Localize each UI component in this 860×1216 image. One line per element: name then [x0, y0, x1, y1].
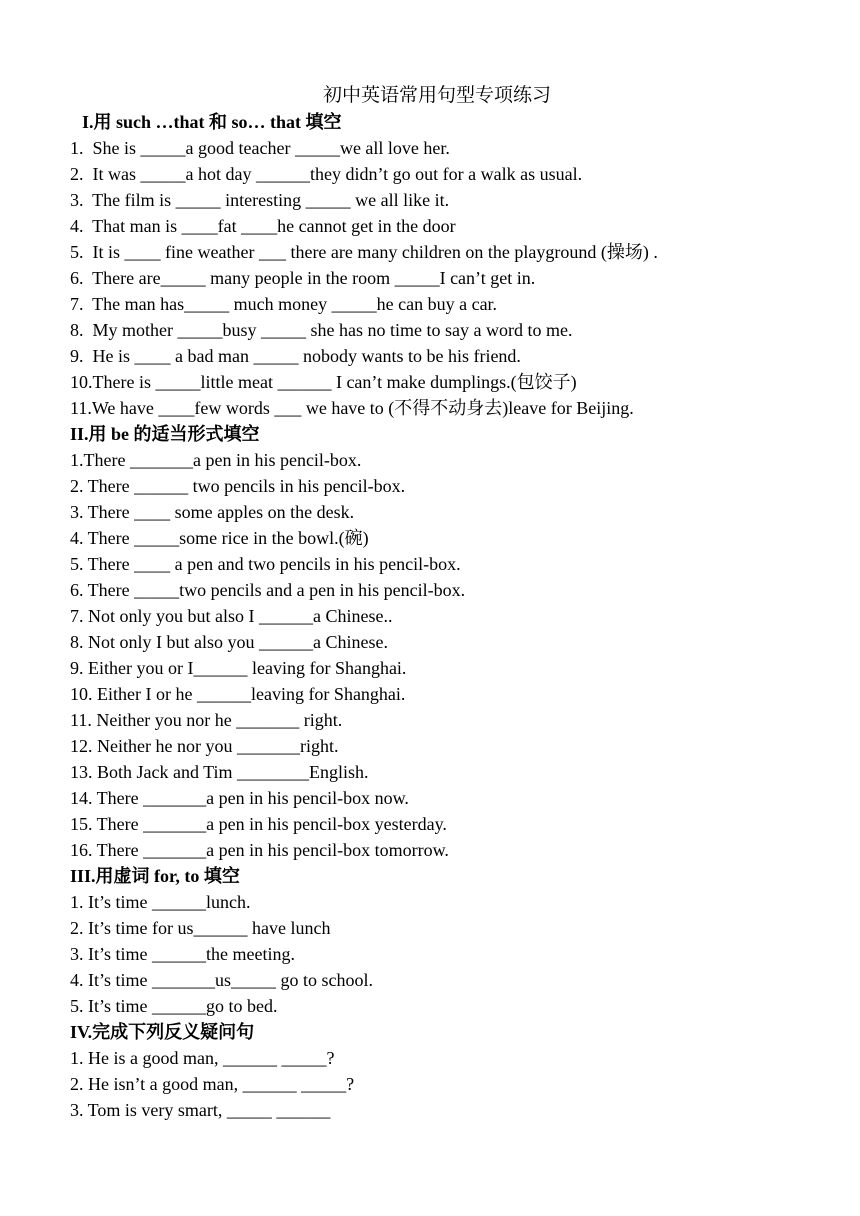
- exercise-item: 1.There _______a pen in his pencil-box.: [70, 450, 362, 470]
- section-heading: I.用 such …that 和 so… that 填空: [82, 112, 342, 132]
- exercise-item: 2. It’s time for us______ have lunch: [70, 918, 331, 938]
- section-2: [70, 421, 810, 863]
- exercise-item: 12. Neither he nor you _______right.: [70, 736, 339, 756]
- exercise-item: 2. There ______ two pencils in his pencil-box.: [70, 476, 406, 496]
- exercise-item: 9. Either you or I______ leaving for Shanghai.: [70, 658, 407, 678]
- section-4: [70, 1019, 810, 1123]
- section-heading: IV.完成下列反义疑问句: [70, 1022, 255, 1042]
- exercise-item: 3. The film is _____ interesting _____ we all like it.: [70, 190, 450, 210]
- exercise-item: 16. There _______a pen in his pencil-box tomorrow.: [70, 840, 449, 860]
- exercise-item: 1. He is a good man, ______ _____?: [70, 1048, 335, 1068]
- section-3: [70, 863, 810, 1019]
- section-heading: II.用 be 的适当形式填空: [70, 424, 260, 444]
- exercise-item: 13. Both Jack and Tim ________English.: [70, 762, 369, 782]
- exercise-item: 6. There are_____ many people in the room _____I can’t get in.: [70, 268, 536, 288]
- exercise-item: 10. Either I or he ______leaving for Shanghai.: [70, 684, 406, 704]
- exercise-item: 11. Neither you nor he _______ right.: [70, 710, 343, 730]
- page-title: 初中英语常用句型专项练习: [322, 85, 551, 106]
- exercise-item: 15. There _______a pen in his pencil-box yesterday.: [70, 814, 447, 834]
- exercise-item: 2. It was _____a hot day ______they didn’t go out for a walk as usual.: [70, 164, 583, 184]
- exercise-item: 8. Not only I but also you ______a Chinese.: [70, 632, 388, 652]
- worksheet: [70, 83, 810, 1123]
- exercise-item: 1. It’s time ______lunch.: [70, 892, 251, 912]
- exercise-item: 4. It’s time _______us_____ go to school.: [70, 970, 373, 990]
- exercise-item: 3. Tom is very smart, _____ ______: [70, 1100, 331, 1120]
- exercise-item: 5. It’s time ______go to bed.: [70, 996, 278, 1016]
- exercise-item: 2. He isn’t a good man, ______ _____?: [70, 1074, 355, 1094]
- exercise-item: 7. The man has_____ much money _____he can buy a car.: [70, 294, 498, 314]
- section-heading: III.用虚词 for, to 填空: [70, 866, 240, 886]
- exercise-item: 8. My mother _____busy _____ she has no time to say a word to me.: [70, 320, 573, 340]
- exercise-item: 11.We have ____few words ___ we have to (不得不动身去)leave for Beijing.: [70, 398, 634, 418]
- exercise-item: 1. She is _____a good teacher _____we all love her.: [70, 138, 450, 158]
- exercise-item: 14. There _______a pen in his pencil-box now.: [70, 788, 409, 808]
- exercise-item: 4. That man is ____fat ____he cannot get in the door: [70, 216, 456, 236]
- exercise-item: 5. There ____ a pen and two pencils in his pencil-box.: [70, 554, 461, 574]
- exercise-item: 7. Not only you but also I ______a Chinese..: [70, 606, 393, 626]
- exercise-item: 3. It’s time ______the meeting.: [70, 944, 295, 964]
- exercise-item: 5. It is ____ fine weather ___ there are many children on the playground (操场) .: [70, 242, 658, 262]
- exercise-item: 9. He is ____ a bad man _____ nobody wants to be his friend.: [70, 346, 521, 366]
- exercise-item: 4. There _____some rice in the bowl.(碗): [70, 528, 369, 548]
- exercise-item: 3. There ____ some apples on the desk.: [70, 502, 355, 522]
- exercise-item: 6. There _____two pencils and a pen in his pencil-box.: [70, 580, 466, 600]
- exercise-item: 10.There is _____little meat ______ I can’t make dumplings.(包饺子): [70, 372, 577, 392]
- section-1: [70, 109, 810, 421]
